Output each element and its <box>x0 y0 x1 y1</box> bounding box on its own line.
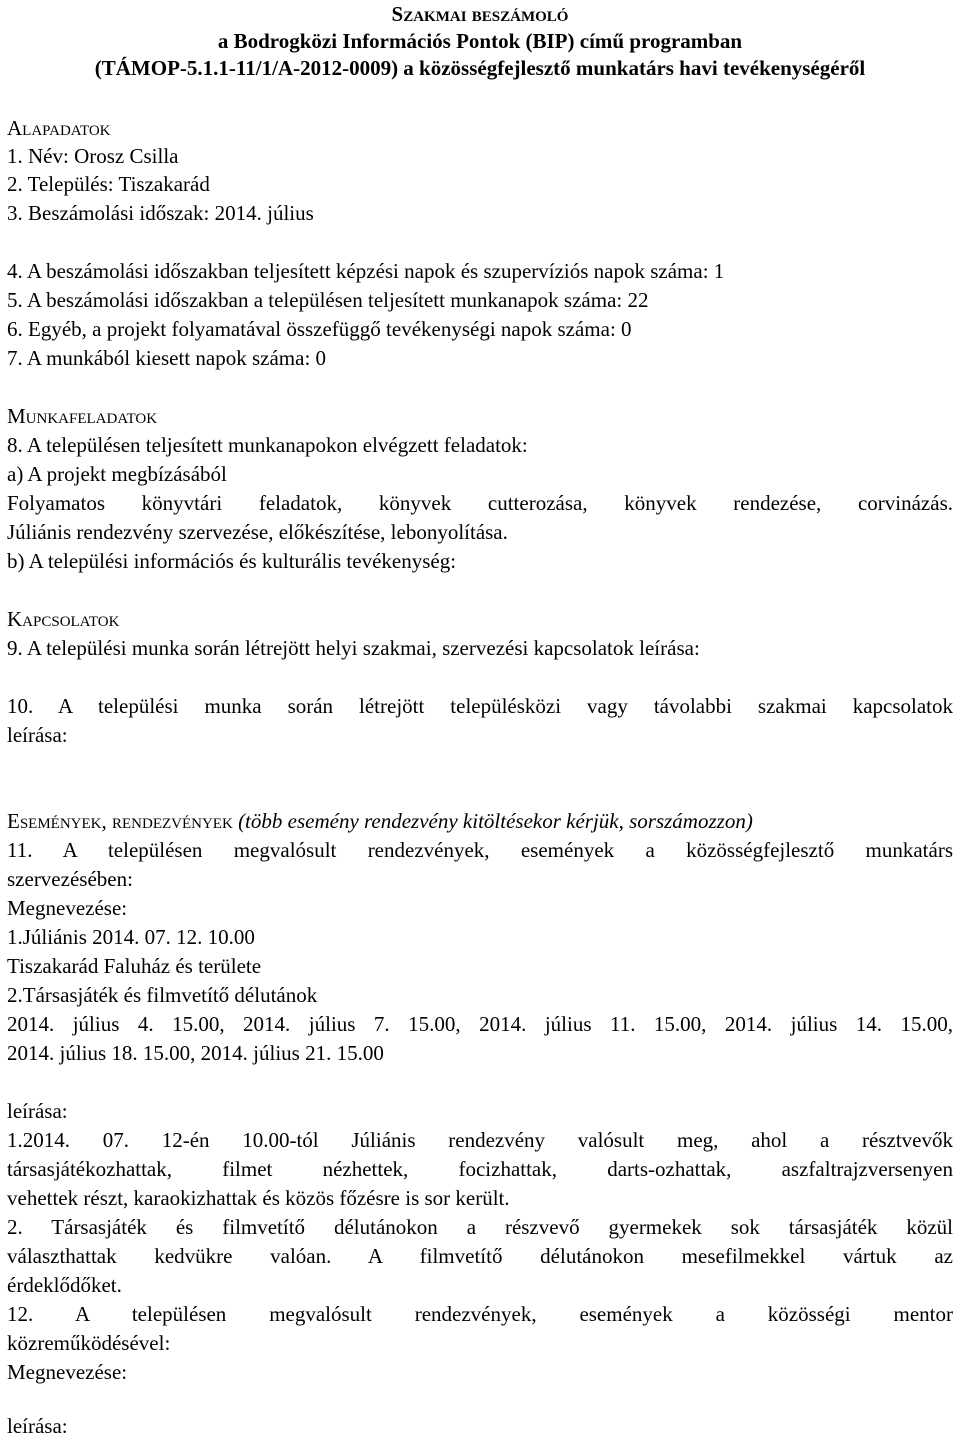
item-8a-text-line2: Júliánis rendezvény szervezése, előkészítése, lebonyolítása. <box>7 520 508 544</box>
report-title: Szakmai beszámoló <box>391 2 569 26</box>
description-1-line2: társasjátékozhattak, filmet nézhettek, focizhattak, darts-ozhattak, aszfaltrajzversenyen <box>7 1157 953 1181</box>
section-heading-esemenyek-label: Események, rendezvények <box>7 809 233 833</box>
item-8a-label: a) A projekt megbízásából <box>7 462 227 486</box>
item-8a-text-line1: Folyamatos könyvtári feladatok, könyvek cutterozása, könyvek rendezése, corvinázás. <box>7 491 953 515</box>
program-name: a Bodrogközi Információs Pontok (BIP) című programban <box>217 29 743 53</box>
item-10-question-line1: 10. A települési munka során létrejött településközi vagy távolabbi szakmai kapcsolatok <box>7 694 953 718</box>
leirasa-label-2: leírása: <box>7 1414 68 1438</box>
item-8b-label: b) A települési információs és kulturális tevékenység: <box>7 549 457 573</box>
field-missed-days: 7. A munkából kiesett napok száma: 0 <box>7 346 327 370</box>
section-heading-kapcsolatok: Kapcsolatok <box>7 607 120 631</box>
item-12-question-line1: 12. A településen megvalósult rendezvények, események a közösségi mentor <box>7 1302 953 1326</box>
event-2-dates-line2: 2014. július 18. 15.00, 2014. július 21. 15.00 <box>7 1041 384 1065</box>
megnevezese-label-2: Megnevezése: <box>7 1360 128 1384</box>
event-2-title: 2.Társasjáték és filmvetítő délutánok <box>7 983 318 1007</box>
field-name: 1. Név: Orosz Csilla <box>7 144 179 168</box>
item-9-question: 9. A települési munka során létrejött helyi szakmai, szervezési kapcsolatok leírása: <box>7 636 700 660</box>
item-12-question-line2: közreműködésével: <box>7 1331 171 1355</box>
event-2-dates-line1: 2014. július 4. 15.00, 2014. július 7. 15.00, 2014. július 11. 15.00, 2014. július 14. 15.00, <box>7 1012 953 1036</box>
event-1-title: 1.Júliánis 2014. 07. 12. 10.00 <box>7 925 255 949</box>
section-heading-alapadatok: Alapadatok <box>7 116 111 140</box>
event-1-place: Tiszakarád Faluház és területe <box>7 954 262 978</box>
field-training-days: 4. A beszámolási időszakban teljesített képzési napok és szupervíziós napok száma: 1 <box>7 259 725 283</box>
description-2-line3: érdeklődőket. <box>7 1273 122 1297</box>
section-heading-note: (több esemény rendezvény kitöltésekor kérjük, sorszámozzon) <box>238 809 753 833</box>
description-1-line1: 1.2014. 07. 12-én 10.00-tól Júliánis rendezvény valósult meg, ahol a résztvevők <box>7 1128 953 1152</box>
item-11-question-line2: szervezésében: <box>7 867 133 891</box>
field-other-days: 6. Egyéb, a projekt folyamatával összefüggő tevékenységi napok száma: 0 <box>7 317 632 341</box>
item-11-question-line1: 11. A településen megvalósult rendezvények, események a közösségfejlesztő munkatárs <box>7 838 953 862</box>
item-8-question: 8. A településen teljesített munkanapokon elvégzett feladatok: <box>7 433 528 457</box>
section-heading-esemenyek <box>7 808 953 834</box>
project-code-subtitle: (TÁMOP-5.1.1-11/1/A-2012-0009) a közösségfejlesztő munkatárs havi tevékenységéről <box>94 56 866 80</box>
field-period: 3. Beszámolási időszak: 2014. július <box>7 201 314 225</box>
field-work-days: 5. A beszámolási időszakban a településen teljesített munkanapok száma: 22 <box>7 288 649 312</box>
description-1-line3: vehettek részt, karaokizhattak és közös főzésre is sor került. <box>7 1186 510 1210</box>
field-settlement: 2. Település: Tiszakarád <box>7 172 210 196</box>
leirasa-label: leírása: <box>7 1099 68 1123</box>
description-2-line2: választhattak kedvükre valóan. A filmvetítő délutánokon mesefilmekkel vártuk az <box>7 1244 953 1268</box>
item-10-question-line2: leírása: <box>7 723 68 747</box>
section-heading-munkafeladatok: Munkafeladatok <box>7 404 158 428</box>
megnevezese-label: Megnevezése: <box>7 896 128 920</box>
description-2-line1: 2. Társasjáték és filmvetítő délutánokon a részvevő gyermekek sok társasjáték közül <box>7 1215 953 1239</box>
